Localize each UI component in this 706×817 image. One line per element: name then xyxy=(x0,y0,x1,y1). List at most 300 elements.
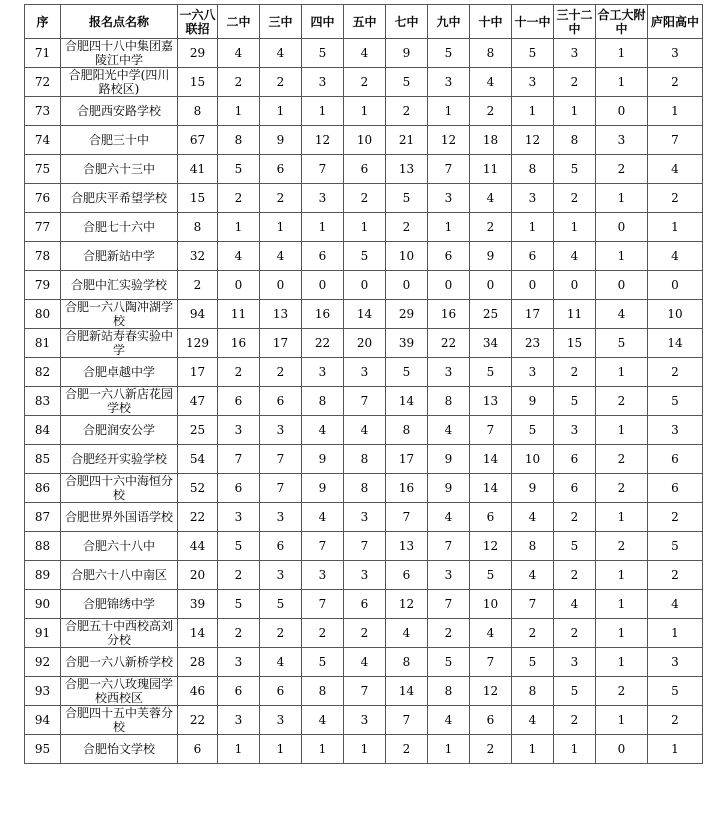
row-index-cell: 83 xyxy=(25,387,61,416)
quota-cell: 6 xyxy=(260,677,302,706)
quota-cell: 7 xyxy=(260,445,302,474)
quota-cell: 2 xyxy=(344,68,386,97)
quota-cell: 14 xyxy=(178,619,218,648)
quota-cell: 2 xyxy=(648,503,703,532)
row-index-cell: 80 xyxy=(25,300,61,329)
table-row xyxy=(25,329,703,358)
quota-cell: 4 xyxy=(218,39,260,68)
row-index-cell: 76 xyxy=(25,184,61,213)
quota-cell: 1 xyxy=(596,416,648,445)
quota-cell: 1 xyxy=(596,68,648,97)
quota-cell: 7 xyxy=(428,590,470,619)
quota-cell: 4 xyxy=(470,184,512,213)
quota-cell: 3 xyxy=(260,561,302,590)
quota-cell: 1 xyxy=(218,213,260,242)
quota-cell: 29 xyxy=(178,39,218,68)
quota-cell: 8 xyxy=(470,39,512,68)
quota-cell: 4 xyxy=(260,39,302,68)
row-index-cell: 81 xyxy=(25,329,61,358)
quota-cell: 4 xyxy=(218,242,260,271)
quota-cell: 2 xyxy=(512,619,554,648)
quota-cell: 1 xyxy=(596,242,648,271)
quota-cell: 13 xyxy=(386,155,428,184)
col-header-9: 九中 xyxy=(428,5,470,39)
row-index-cell: 73 xyxy=(25,97,61,126)
quota-cell: 6 xyxy=(218,387,260,416)
col-header-hfut: 合工大附中 xyxy=(596,5,648,39)
col-header-10: 十中 xyxy=(470,5,512,39)
quota-cell: 3 xyxy=(554,39,596,68)
row-index-cell: 77 xyxy=(25,213,61,242)
quota-cell: 4 xyxy=(428,416,470,445)
table-row xyxy=(25,126,703,155)
quota-cell: 4 xyxy=(554,242,596,271)
quota-cell: 2 xyxy=(218,619,260,648)
quota-cell: 3 xyxy=(260,503,302,532)
quota-cell: 7 xyxy=(648,126,703,155)
quota-cell: 4 xyxy=(512,503,554,532)
quota-cell: 5 xyxy=(596,329,648,358)
school-name-cell: 合肥一六八新桥学校 xyxy=(61,648,178,677)
quota-cell: 41 xyxy=(178,155,218,184)
quota-cell: 8 xyxy=(218,126,260,155)
quota-cell: 4 xyxy=(302,503,344,532)
quota-cell: 7 xyxy=(428,155,470,184)
quota-cell: 1 xyxy=(596,39,648,68)
quota-cell: 7 xyxy=(302,532,344,561)
quota-cell: 3 xyxy=(218,416,260,445)
quota-cell: 6 xyxy=(344,590,386,619)
quota-cell: 8 xyxy=(344,474,386,503)
quota-cell: 5 xyxy=(470,358,512,387)
quota-cell: 3 xyxy=(218,503,260,532)
col-header-3: 三中 xyxy=(260,5,302,39)
quota-cell: 6 xyxy=(344,155,386,184)
quota-cell: 2 xyxy=(344,619,386,648)
quota-cell: 5 xyxy=(386,184,428,213)
table-row xyxy=(25,155,703,184)
quota-cell: 7 xyxy=(302,155,344,184)
quota-cell: 1 xyxy=(218,735,260,764)
quota-cell: 0 xyxy=(386,271,428,300)
quota-cell: 1 xyxy=(428,97,470,126)
quota-cell: 6 xyxy=(218,677,260,706)
quota-cell: 10 xyxy=(648,300,703,329)
quota-cell: 5 xyxy=(218,532,260,561)
quota-cell: 7 xyxy=(302,590,344,619)
quota-cell: 14 xyxy=(648,329,703,358)
quota-cell: 129 xyxy=(178,329,218,358)
quota-cell: 4 xyxy=(596,300,648,329)
quota-cell: 7 xyxy=(386,503,428,532)
quota-cell: 2 xyxy=(218,358,260,387)
quota-cell: 5 xyxy=(648,532,703,561)
quota-cell: 6 xyxy=(554,445,596,474)
quota-cell: 2 xyxy=(648,561,703,590)
quota-cell: 12 xyxy=(386,590,428,619)
quota-cell: 22 xyxy=(178,503,218,532)
table-row xyxy=(25,300,703,329)
table-row xyxy=(25,590,703,619)
quota-cell: 46 xyxy=(178,677,218,706)
quota-cell: 2 xyxy=(260,358,302,387)
quota-cell: 2 xyxy=(428,619,470,648)
quota-cell: 6 xyxy=(428,242,470,271)
quota-cell: 11 xyxy=(554,300,596,329)
quota-cell: 8 xyxy=(302,387,344,416)
quota-cell: 1 xyxy=(344,735,386,764)
school-name-cell: 合肥一六八新店花园学校 xyxy=(61,387,178,416)
quota-cell: 2 xyxy=(554,706,596,735)
quota-cell: 9 xyxy=(428,474,470,503)
quota-cell: 5 xyxy=(218,155,260,184)
quota-cell: 9 xyxy=(386,39,428,68)
school-name-cell: 合肥四十六中海恒分校 xyxy=(61,474,178,503)
school-name-cell: 合肥润安公学 xyxy=(61,416,178,445)
quota-cell: 2 xyxy=(470,97,512,126)
school-name-cell: 合肥西安路学校 xyxy=(61,97,178,126)
quota-cell: 0 xyxy=(260,271,302,300)
quota-cell: 8 xyxy=(428,387,470,416)
quota-cell: 1 xyxy=(648,213,703,242)
quota-cell: 17 xyxy=(386,445,428,474)
quota-cell: 16 xyxy=(218,329,260,358)
school-name-cell: 合肥锦绣中学 xyxy=(61,590,178,619)
quota-cell: 4 xyxy=(648,155,703,184)
quota-cell: 1 xyxy=(596,706,648,735)
quota-cell: 10 xyxy=(470,590,512,619)
quota-cell: 1 xyxy=(512,97,554,126)
quota-cell: 8 xyxy=(554,126,596,155)
quota-cell: 44 xyxy=(178,532,218,561)
quota-cell: 6 xyxy=(470,706,512,735)
quota-cell: 6 xyxy=(178,735,218,764)
table-row xyxy=(25,213,703,242)
quota-cell: 2 xyxy=(260,184,302,213)
quota-cell: 1 xyxy=(554,97,596,126)
row-index-cell: 86 xyxy=(25,474,61,503)
quota-cell: 4 xyxy=(302,706,344,735)
quota-cell: 17 xyxy=(178,358,218,387)
row-index-cell: 91 xyxy=(25,619,61,648)
row-index-cell: 87 xyxy=(25,503,61,532)
quota-cell: 4 xyxy=(344,39,386,68)
school-name-cell: 合肥经开实验学校 xyxy=(61,445,178,474)
quota-cell: 1 xyxy=(302,97,344,126)
quota-cell: 13 xyxy=(470,387,512,416)
school-name-cell: 合肥中汇实验学校 xyxy=(61,271,178,300)
table-row xyxy=(25,706,703,735)
quota-cell: 13 xyxy=(260,300,302,329)
quota-cell: 34 xyxy=(470,329,512,358)
quota-cell: 2 xyxy=(260,619,302,648)
quota-cell: 3 xyxy=(302,561,344,590)
quota-cell: 1 xyxy=(596,358,648,387)
row-index-cell: 75 xyxy=(25,155,61,184)
col-header-index: 序 xyxy=(25,5,61,39)
quota-cell: 22 xyxy=(428,329,470,358)
quota-cell: 10 xyxy=(512,445,554,474)
quota-cell: 1 xyxy=(428,213,470,242)
quota-cell: 3 xyxy=(554,648,596,677)
school-name-cell: 合肥阳光中学(四川路校区) xyxy=(61,68,178,97)
quota-cell: 5 xyxy=(470,561,512,590)
quota-cell: 39 xyxy=(178,590,218,619)
quota-cell: 17 xyxy=(260,329,302,358)
quota-cell: 94 xyxy=(178,300,218,329)
quota-cell: 14 xyxy=(470,445,512,474)
quota-cell: 6 xyxy=(218,474,260,503)
quota-cell: 0 xyxy=(344,271,386,300)
quota-cell: 8 xyxy=(178,97,218,126)
quota-cell: 3 xyxy=(512,184,554,213)
quota-cell: 2 xyxy=(596,532,648,561)
quota-cell: 12 xyxy=(512,126,554,155)
quota-cell: 2 xyxy=(554,68,596,97)
quota-cell: 5 xyxy=(512,416,554,445)
row-index-cell: 74 xyxy=(25,126,61,155)
quota-cell: 29 xyxy=(386,300,428,329)
quota-cell: 9 xyxy=(470,242,512,271)
quota-cell: 10 xyxy=(386,242,428,271)
quota-cell: 3 xyxy=(218,706,260,735)
quota-cell: 6 xyxy=(512,242,554,271)
quota-cell: 3 xyxy=(344,358,386,387)
school-name-cell: 合肥四十八中集团嘉陵江中学 xyxy=(61,39,178,68)
row-index-cell: 90 xyxy=(25,590,61,619)
quota-cell: 6 xyxy=(470,503,512,532)
quota-cell: 22 xyxy=(302,329,344,358)
quota-cell: 1 xyxy=(260,213,302,242)
row-index-cell: 88 xyxy=(25,532,61,561)
quota-cell: 6 xyxy=(386,561,428,590)
quota-cell: 5 xyxy=(554,387,596,416)
quota-cell: 32 xyxy=(178,242,218,271)
row-index-cell: 79 xyxy=(25,271,61,300)
quota-cell: 39 xyxy=(386,329,428,358)
quota-cell: 5 xyxy=(344,242,386,271)
quota-cell: 2 xyxy=(554,561,596,590)
quota-cell: 7 xyxy=(512,590,554,619)
quota-cell: 3 xyxy=(218,648,260,677)
quota-cell: 5 xyxy=(428,648,470,677)
school-name-cell: 合肥七十六中 xyxy=(61,213,178,242)
quota-cell: 2 xyxy=(470,735,512,764)
quota-cell: 1 xyxy=(596,619,648,648)
quota-cell: 7 xyxy=(344,387,386,416)
school-name-cell: 合肥六十八中南区 xyxy=(61,561,178,590)
quota-cell: 0 xyxy=(512,271,554,300)
quota-cell: 11 xyxy=(218,300,260,329)
quota-cell: 2 xyxy=(648,706,703,735)
quota-cell: 8 xyxy=(428,677,470,706)
quota-cell: 1 xyxy=(428,735,470,764)
quota-cell: 5 xyxy=(554,532,596,561)
school-name-cell: 合肥怡文学校 xyxy=(61,735,178,764)
col-header-5: 五中 xyxy=(344,5,386,39)
quota-cell: 4 xyxy=(648,590,703,619)
row-index-cell: 78 xyxy=(25,242,61,271)
quota-cell: 3 xyxy=(428,184,470,213)
school-name-cell: 合肥一六八玫瑰园学校西校区 xyxy=(61,677,178,706)
quota-cell: 0 xyxy=(428,271,470,300)
school-name-cell: 合肥一六八陶冲湖学校 xyxy=(61,300,178,329)
col-header-32: 三十二中 xyxy=(554,5,596,39)
quota-cell: 8 xyxy=(344,445,386,474)
quota-cell: 4 xyxy=(302,416,344,445)
quota-cell: 14 xyxy=(386,387,428,416)
quota-cell: 5 xyxy=(218,590,260,619)
quota-cell: 10 xyxy=(344,126,386,155)
quota-cell: 5 xyxy=(512,648,554,677)
row-index-cell: 92 xyxy=(25,648,61,677)
quota-cell: 4 xyxy=(554,590,596,619)
quota-cell: 3 xyxy=(344,503,386,532)
quota-cell: 1 xyxy=(344,97,386,126)
table-row xyxy=(25,532,703,561)
school-name-cell: 合肥五十中西校高刘分校 xyxy=(61,619,178,648)
quota-cell: 3 xyxy=(260,416,302,445)
quota-cell: 3 xyxy=(554,416,596,445)
quota-cell: 2 xyxy=(554,358,596,387)
quota-cell: 4 xyxy=(648,242,703,271)
quota-cell: 4 xyxy=(344,416,386,445)
quota-cell: 5 xyxy=(260,590,302,619)
quota-cell: 5 xyxy=(554,677,596,706)
table-row xyxy=(25,358,703,387)
quota-cell: 1 xyxy=(218,97,260,126)
quota-cell: 2 xyxy=(648,68,703,97)
quota-cell: 4 xyxy=(260,242,302,271)
quota-cell: 2 xyxy=(178,271,218,300)
quota-cell: 28 xyxy=(178,648,218,677)
school-name-cell: 合肥六十八中 xyxy=(61,532,178,561)
row-index-cell: 95 xyxy=(25,735,61,764)
col-header-4: 四中 xyxy=(302,5,344,39)
quota-cell: 1 xyxy=(648,97,703,126)
quota-cell: 16 xyxy=(302,300,344,329)
quota-cell: 7 xyxy=(386,706,428,735)
header-row xyxy=(25,5,703,39)
col-header-2: 二中 xyxy=(218,5,260,39)
quota-cell: 0 xyxy=(302,271,344,300)
quota-cell: 1 xyxy=(260,97,302,126)
quota-cell: 4 xyxy=(470,68,512,97)
quota-cell: 16 xyxy=(428,300,470,329)
quota-cell: 1 xyxy=(302,735,344,764)
quota-cell: 0 xyxy=(596,213,648,242)
quota-cell: 6 xyxy=(302,242,344,271)
quota-cell: 7 xyxy=(470,416,512,445)
quota-cell: 2 xyxy=(648,184,703,213)
table-row xyxy=(25,387,703,416)
quota-cell: 18 xyxy=(470,126,512,155)
quota-cell: 4 xyxy=(512,706,554,735)
quota-cell: 7 xyxy=(344,532,386,561)
quota-cell: 7 xyxy=(218,445,260,474)
quota-cell: 0 xyxy=(470,271,512,300)
quota-cell: 2 xyxy=(648,358,703,387)
quota-cell: 4 xyxy=(260,648,302,677)
school-name-cell: 合肥新站中学 xyxy=(61,242,178,271)
quota-cell: 1 xyxy=(260,735,302,764)
quota-cell: 2 xyxy=(554,619,596,648)
school-name-cell: 合肥四十五中芙蓉分校 xyxy=(61,706,178,735)
quota-cell: 3 xyxy=(596,126,648,155)
quota-cell: 1 xyxy=(512,213,554,242)
row-index-cell: 85 xyxy=(25,445,61,474)
quota-cell: 3 xyxy=(428,68,470,97)
table-row xyxy=(25,503,703,532)
school-name-cell: 合肥卓越中学 xyxy=(61,358,178,387)
quota-cell: 3 xyxy=(512,358,554,387)
school-name-cell: 合肥庆平希望学校 xyxy=(61,184,178,213)
quota-cell: 0 xyxy=(596,97,648,126)
quota-cell: 3 xyxy=(344,706,386,735)
quota-cell: 6 xyxy=(648,445,703,474)
quota-cell: 13 xyxy=(386,532,428,561)
quota-cell: 5 xyxy=(302,39,344,68)
quota-cell: 8 xyxy=(512,532,554,561)
quota-cell: 9 xyxy=(512,387,554,416)
quota-cell: 2 xyxy=(554,503,596,532)
quota-cell: 2 xyxy=(596,445,648,474)
quota-cell: 0 xyxy=(596,271,648,300)
quota-cell: 6 xyxy=(648,474,703,503)
quota-cell: 6 xyxy=(260,155,302,184)
quota-cell: 4 xyxy=(470,619,512,648)
quota-cell: 8 xyxy=(302,677,344,706)
quota-cell: 1 xyxy=(596,503,648,532)
quota-cell: 23 xyxy=(512,329,554,358)
quota-cell: 22 xyxy=(178,706,218,735)
quota-cell: 7 xyxy=(344,677,386,706)
table-row xyxy=(25,39,703,68)
table-row xyxy=(25,184,703,213)
quota-cell: 11 xyxy=(470,155,512,184)
quota-cell: 3 xyxy=(302,358,344,387)
quota-cell: 15 xyxy=(178,184,218,213)
school-name-cell: 合肥六十三中 xyxy=(61,155,178,184)
quota-cell: 5 xyxy=(648,387,703,416)
quota-cell: 6 xyxy=(260,532,302,561)
quota-cell: 12 xyxy=(470,677,512,706)
quota-cell: 9 xyxy=(302,445,344,474)
quota-cell: 8 xyxy=(512,155,554,184)
quota-cell: 0 xyxy=(596,735,648,764)
quota-cell: 6 xyxy=(260,387,302,416)
quota-cell: 12 xyxy=(470,532,512,561)
quota-cell: 47 xyxy=(178,387,218,416)
quota-cell: 7 xyxy=(260,474,302,503)
table-row xyxy=(25,97,703,126)
table-row xyxy=(25,242,703,271)
quota-cell: 3 xyxy=(302,184,344,213)
quota-cell: 4 xyxy=(428,706,470,735)
quota-cell: 5 xyxy=(302,648,344,677)
quota-cell: 4 xyxy=(344,648,386,677)
quota-cell: 3 xyxy=(648,416,703,445)
quota-cell: 1 xyxy=(554,213,596,242)
quota-cell: 12 xyxy=(428,126,470,155)
quota-cell: 15 xyxy=(178,68,218,97)
quota-cell: 3 xyxy=(302,68,344,97)
quota-cell: 5 xyxy=(386,68,428,97)
quota-cell: 1 xyxy=(554,735,596,764)
quota-cell: 9 xyxy=(428,445,470,474)
quota-cell: 9 xyxy=(260,126,302,155)
quota-cell: 2 xyxy=(386,97,428,126)
